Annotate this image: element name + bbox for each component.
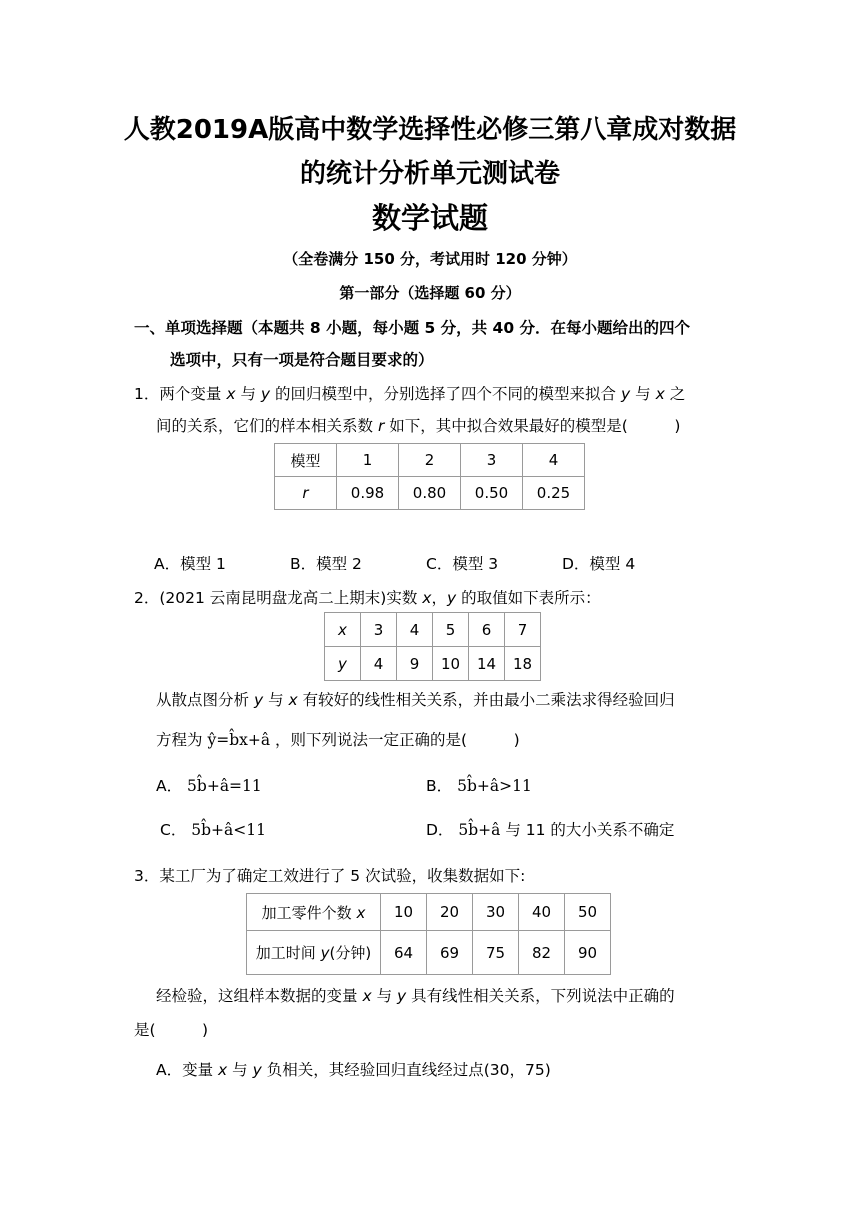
q3-table-cell: 40 xyxy=(519,894,565,931)
q2-table-cell: 7 xyxy=(505,613,541,647)
q1-table-row-label xyxy=(275,477,337,510)
q3-text: 与 xyxy=(232,1061,248,1079)
q3-line-3: 是( ) xyxy=(134,1021,209,1039)
q2-text: ，则下列说法一定正确的是( ) xyxy=(275,731,520,749)
q2-text: ， xyxy=(431,589,447,607)
exam-info: （全卷满分 150 分，考试用时 120 分钟） xyxy=(283,250,577,268)
q1-table-var: r xyxy=(302,484,309,502)
q2-option-b xyxy=(426,774,532,796)
q1-table-header: 4 xyxy=(523,444,585,477)
q2-table-cell: 10 xyxy=(433,647,469,681)
q1-table-header: 模型 xyxy=(275,444,337,477)
q3-table-cell: 90 xyxy=(565,931,611,975)
q1-text: 如下，其中拟合效果最好的模型是( ) xyxy=(389,417,681,435)
q2-option-label: A． xyxy=(156,777,183,795)
page-subtitle: 数学试题 xyxy=(371,201,488,235)
q2-line-2 xyxy=(156,688,675,710)
q2-regression-equation: ŷ=b̂x+â xyxy=(207,731,271,749)
q3-line-2 xyxy=(156,984,675,1006)
q2-text: 方程为 xyxy=(156,731,203,749)
q2-option-expression: 5b̂+â xyxy=(458,821,501,839)
q3-table-cell: 82 xyxy=(519,931,565,975)
q2-line-1 xyxy=(134,586,601,608)
q1-var: x xyxy=(226,385,236,403)
q1-text: 与 xyxy=(240,385,256,403)
q3-table-cell: 75 xyxy=(473,931,519,975)
part-heading: 第一部分（选择题 60 分） xyxy=(339,284,521,302)
q3-text: A．变量 xyxy=(156,1061,214,1079)
q1-table-cell: 0.50 xyxy=(461,477,523,510)
q2-number: 2． xyxy=(134,589,160,607)
q1-var: x xyxy=(655,385,665,403)
q2-text: 从散点图分析 xyxy=(156,691,250,709)
section-heading-line-1: 一、单项选择题（本题共 8 小题，每小题 5 分，共 40 分．在每小题给出的四个 xyxy=(134,319,691,337)
q3-var: y xyxy=(252,1061,262,1079)
q2-option-d xyxy=(426,818,674,840)
q1-number: 1． xyxy=(134,385,160,403)
q2-var: y xyxy=(446,589,457,607)
q1-text: 两个变量 xyxy=(159,385,222,403)
q2-option-c xyxy=(160,818,266,840)
q1-table-header: 2 xyxy=(399,444,461,477)
q2-table-row-label xyxy=(325,647,361,681)
q3-var: y xyxy=(397,987,407,1005)
q1-text: 之 xyxy=(669,385,686,403)
q1-table-header: 3 xyxy=(461,444,523,477)
q1-text: 的回归模型中，分别选择了四个不同的模型来拟合 xyxy=(275,385,617,403)
q2-option-label: C． xyxy=(160,821,187,839)
q3-number: 3． xyxy=(134,867,160,885)
q1-table xyxy=(274,443,585,510)
q2-option-expression: 5b̂+â<11 xyxy=(191,821,266,839)
title-line-2: 的统计分析单元测试卷 xyxy=(299,159,560,189)
q1-var: r xyxy=(377,417,385,435)
q2-table-row-label xyxy=(325,613,361,647)
q2-option-text: 与 11 的大小关系不确定 xyxy=(505,821,675,839)
q2-option-expression: 5b̂+â=11 xyxy=(187,777,262,795)
q1-table-header: 1 xyxy=(337,444,399,477)
q1-var: y xyxy=(260,385,271,403)
q2-table-cell: 4 xyxy=(397,613,433,647)
q2-table-cell: 4 xyxy=(361,647,397,681)
q1-option-d: D．模型 4 xyxy=(562,555,636,573)
q3-text: 经检验，这组样本数据的变量 xyxy=(156,987,358,1005)
q3-table-cell: 50 xyxy=(565,894,611,931)
q2-option-a xyxy=(156,774,262,796)
q3-table-label-text: (分钟) xyxy=(329,944,372,962)
q1-option-b: B．模型 2 xyxy=(290,555,362,573)
q3-table-cell: 64 xyxy=(381,931,427,975)
q3-option-a xyxy=(156,1058,551,1080)
q1-line-1 xyxy=(134,382,685,404)
q1-line-2 xyxy=(156,414,680,436)
q1-text: 与 xyxy=(635,385,651,403)
q3-table-label-text: 加工零件个数 xyxy=(261,903,352,922)
q3-table-row-label xyxy=(247,931,381,975)
q3-var: x xyxy=(362,987,372,1005)
q3-text: 某工厂为了确定工效进行了 5 次试验，收集数据如下: xyxy=(159,867,526,885)
q2-table xyxy=(324,612,541,681)
q2-table-cell: 14 xyxy=(469,647,505,681)
q1-table-cell: 0.98 xyxy=(337,477,399,510)
q3-table-cell: 30 xyxy=(473,894,519,931)
q1-var: y xyxy=(620,385,631,403)
q3-table-cell: 69 xyxy=(427,931,473,975)
q2-line-3 xyxy=(156,728,520,750)
q3-table-label-text: 加工时间 xyxy=(255,944,316,962)
q2-option-label: B． xyxy=(426,777,453,795)
section-heading-line-2: 选项中，只有一项是符合题目要求的） xyxy=(170,351,434,369)
q2-option-expression: 5b̂+â>11 xyxy=(457,777,532,795)
q2-text: 的取值如下表所示： xyxy=(461,589,601,607)
q1-option-a: A．模型 1 xyxy=(154,555,226,573)
q2-table-var: x xyxy=(338,620,347,639)
q3-text: 与 xyxy=(376,987,393,1005)
q2-table-cell: 6 xyxy=(469,613,505,647)
q3-table xyxy=(246,893,611,975)
q2-text: 与 xyxy=(268,691,284,709)
q3-var: x xyxy=(218,1061,228,1079)
q2-option-label: D． xyxy=(426,821,454,839)
q1-table-cell: 0.80 xyxy=(399,477,461,510)
q2-table-cell: 5 xyxy=(433,613,469,647)
q2-var: x xyxy=(422,589,432,607)
q3-text: 具有线性相关关系，下列说法中正确的 xyxy=(411,987,675,1005)
q2-table-cell: 18 xyxy=(505,647,541,681)
q2-table-var: y xyxy=(338,654,347,673)
q2-table-cell: 3 xyxy=(361,613,397,647)
q2-table-cell: 9 xyxy=(397,647,433,681)
q3-text: 负相关，其经验回归直线经过点(30，75) xyxy=(266,1061,551,1079)
q3-table-cell: 10 xyxy=(381,894,427,931)
q3-table-var: x xyxy=(356,903,366,922)
q2-var: x xyxy=(288,691,298,709)
q2-var: y xyxy=(253,691,264,709)
q3-table-var: y xyxy=(320,944,330,962)
q2-text: 有较好的线性相关关系，并由最小二乘法求得经验回归 xyxy=(302,691,675,709)
q1-table-cell: 0.25 xyxy=(523,477,585,510)
title-line-1: 人教2019A版高中数学选择性必修三第八章成对数据 xyxy=(123,115,737,145)
q1-option-c: C．模型 3 xyxy=(426,555,499,573)
q3-line-1 xyxy=(134,864,525,886)
q3-table-cell: 20 xyxy=(427,894,473,931)
q1-text: 间的关系，它们的样本相关系数 xyxy=(156,417,374,435)
q2-text: (2021 云南昆明盘龙高二上期末)实数 xyxy=(159,589,418,607)
q3-table-row-label xyxy=(247,894,381,931)
